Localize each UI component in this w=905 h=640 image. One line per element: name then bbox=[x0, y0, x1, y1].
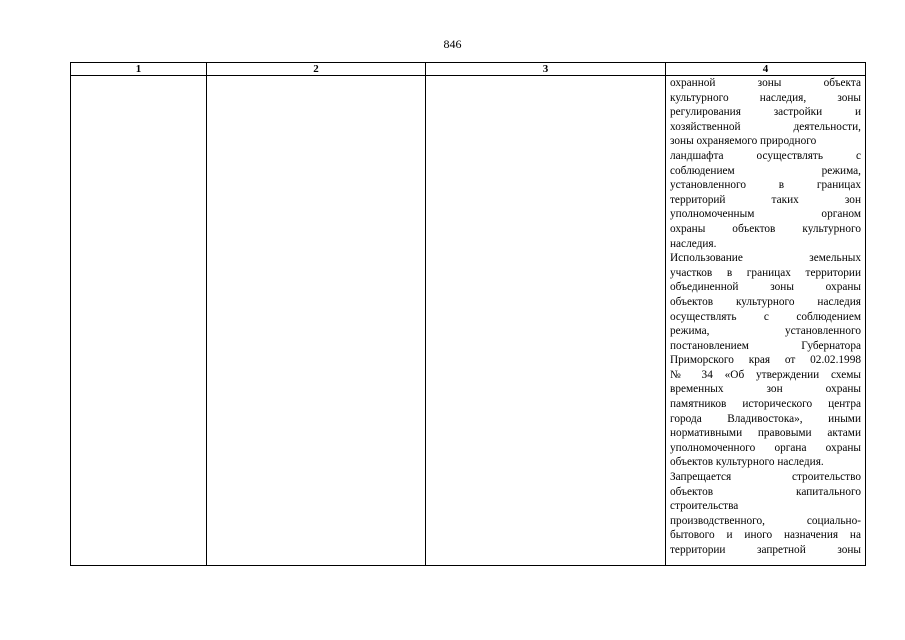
column-header-4: 4 bbox=[666, 63, 866, 76]
text-line: хозяйственной деятельности, bbox=[670, 120, 861, 133]
text-line: строительства bbox=[670, 500, 739, 513]
text-line: режима, установленного bbox=[670, 325, 861, 338]
text-line: бытового и иного назначения на bbox=[670, 529, 861, 542]
text-line: регулирования застройки и bbox=[670, 106, 861, 119]
text-line: Приморского края от 02.02.1998 bbox=[670, 354, 861, 367]
text-line: осуществлять с соблюдением bbox=[670, 310, 861, 323]
text-line: города Владивостока», иными bbox=[670, 412, 861, 425]
document-table bbox=[70, 62, 866, 566]
text-line: культурного наследия, зоны bbox=[670, 91, 861, 104]
column-header-3: 3 bbox=[426, 63, 666, 76]
text-line: производственного, социально- bbox=[670, 514, 861, 527]
text-line: наследия. bbox=[670, 237, 717, 250]
text-line: Использование земельных bbox=[670, 252, 861, 265]
page-number: 846 bbox=[443, 37, 462, 51]
text-line: зоны охраняемого природного bbox=[670, 135, 817, 148]
column-header-1: 1 bbox=[71, 63, 207, 76]
table-header-row bbox=[71, 63, 866, 76]
text-line: объектов капитального bbox=[670, 485, 861, 498]
text-line: Запрещается строительство bbox=[670, 471, 861, 484]
cell-text-block bbox=[666, 76, 865, 558]
text-line: объектов культурного наследия bbox=[670, 295, 861, 308]
text-line: охранной зоны объекта bbox=[670, 77, 861, 89]
text-line: объединенной зоны охраны bbox=[670, 281, 861, 294]
text-line: постановлением Губернатора bbox=[670, 339, 861, 352]
table-cell-col3 bbox=[426, 76, 666, 566]
column-header-2: 2 bbox=[207, 63, 426, 76]
table-cell-col1 bbox=[71, 76, 207, 566]
text-line: соблюдением режима, bbox=[670, 164, 861, 177]
table-row bbox=[71, 76, 866, 566]
table-cell-col4 bbox=[666, 76, 866, 566]
text-line: охраны объектов культурного bbox=[670, 222, 861, 235]
text-line: объектов культурного наследия. bbox=[670, 456, 824, 469]
text-line: территорий таких зон bbox=[670, 193, 861, 206]
text-line: № 34 «Об утверждении схемы bbox=[670, 368, 861, 381]
text-line: уполномоченным органом bbox=[670, 208, 861, 221]
text-line: территории запретной зоны bbox=[670, 544, 861, 556]
text-line: участков в границах территории bbox=[670, 266, 861, 279]
text-line: временных зон охраны bbox=[670, 383, 861, 396]
text-line: ландшафта осуществлять с bbox=[670, 149, 861, 162]
text-line: уполномоченного органа охраны bbox=[670, 441, 861, 454]
table-cell-col2 bbox=[207, 76, 426, 566]
text-line: памятников исторического центра bbox=[670, 398, 861, 411]
text-line: нормативными правовыми актами bbox=[670, 427, 861, 440]
text-line: установленного в границах bbox=[670, 179, 861, 192]
